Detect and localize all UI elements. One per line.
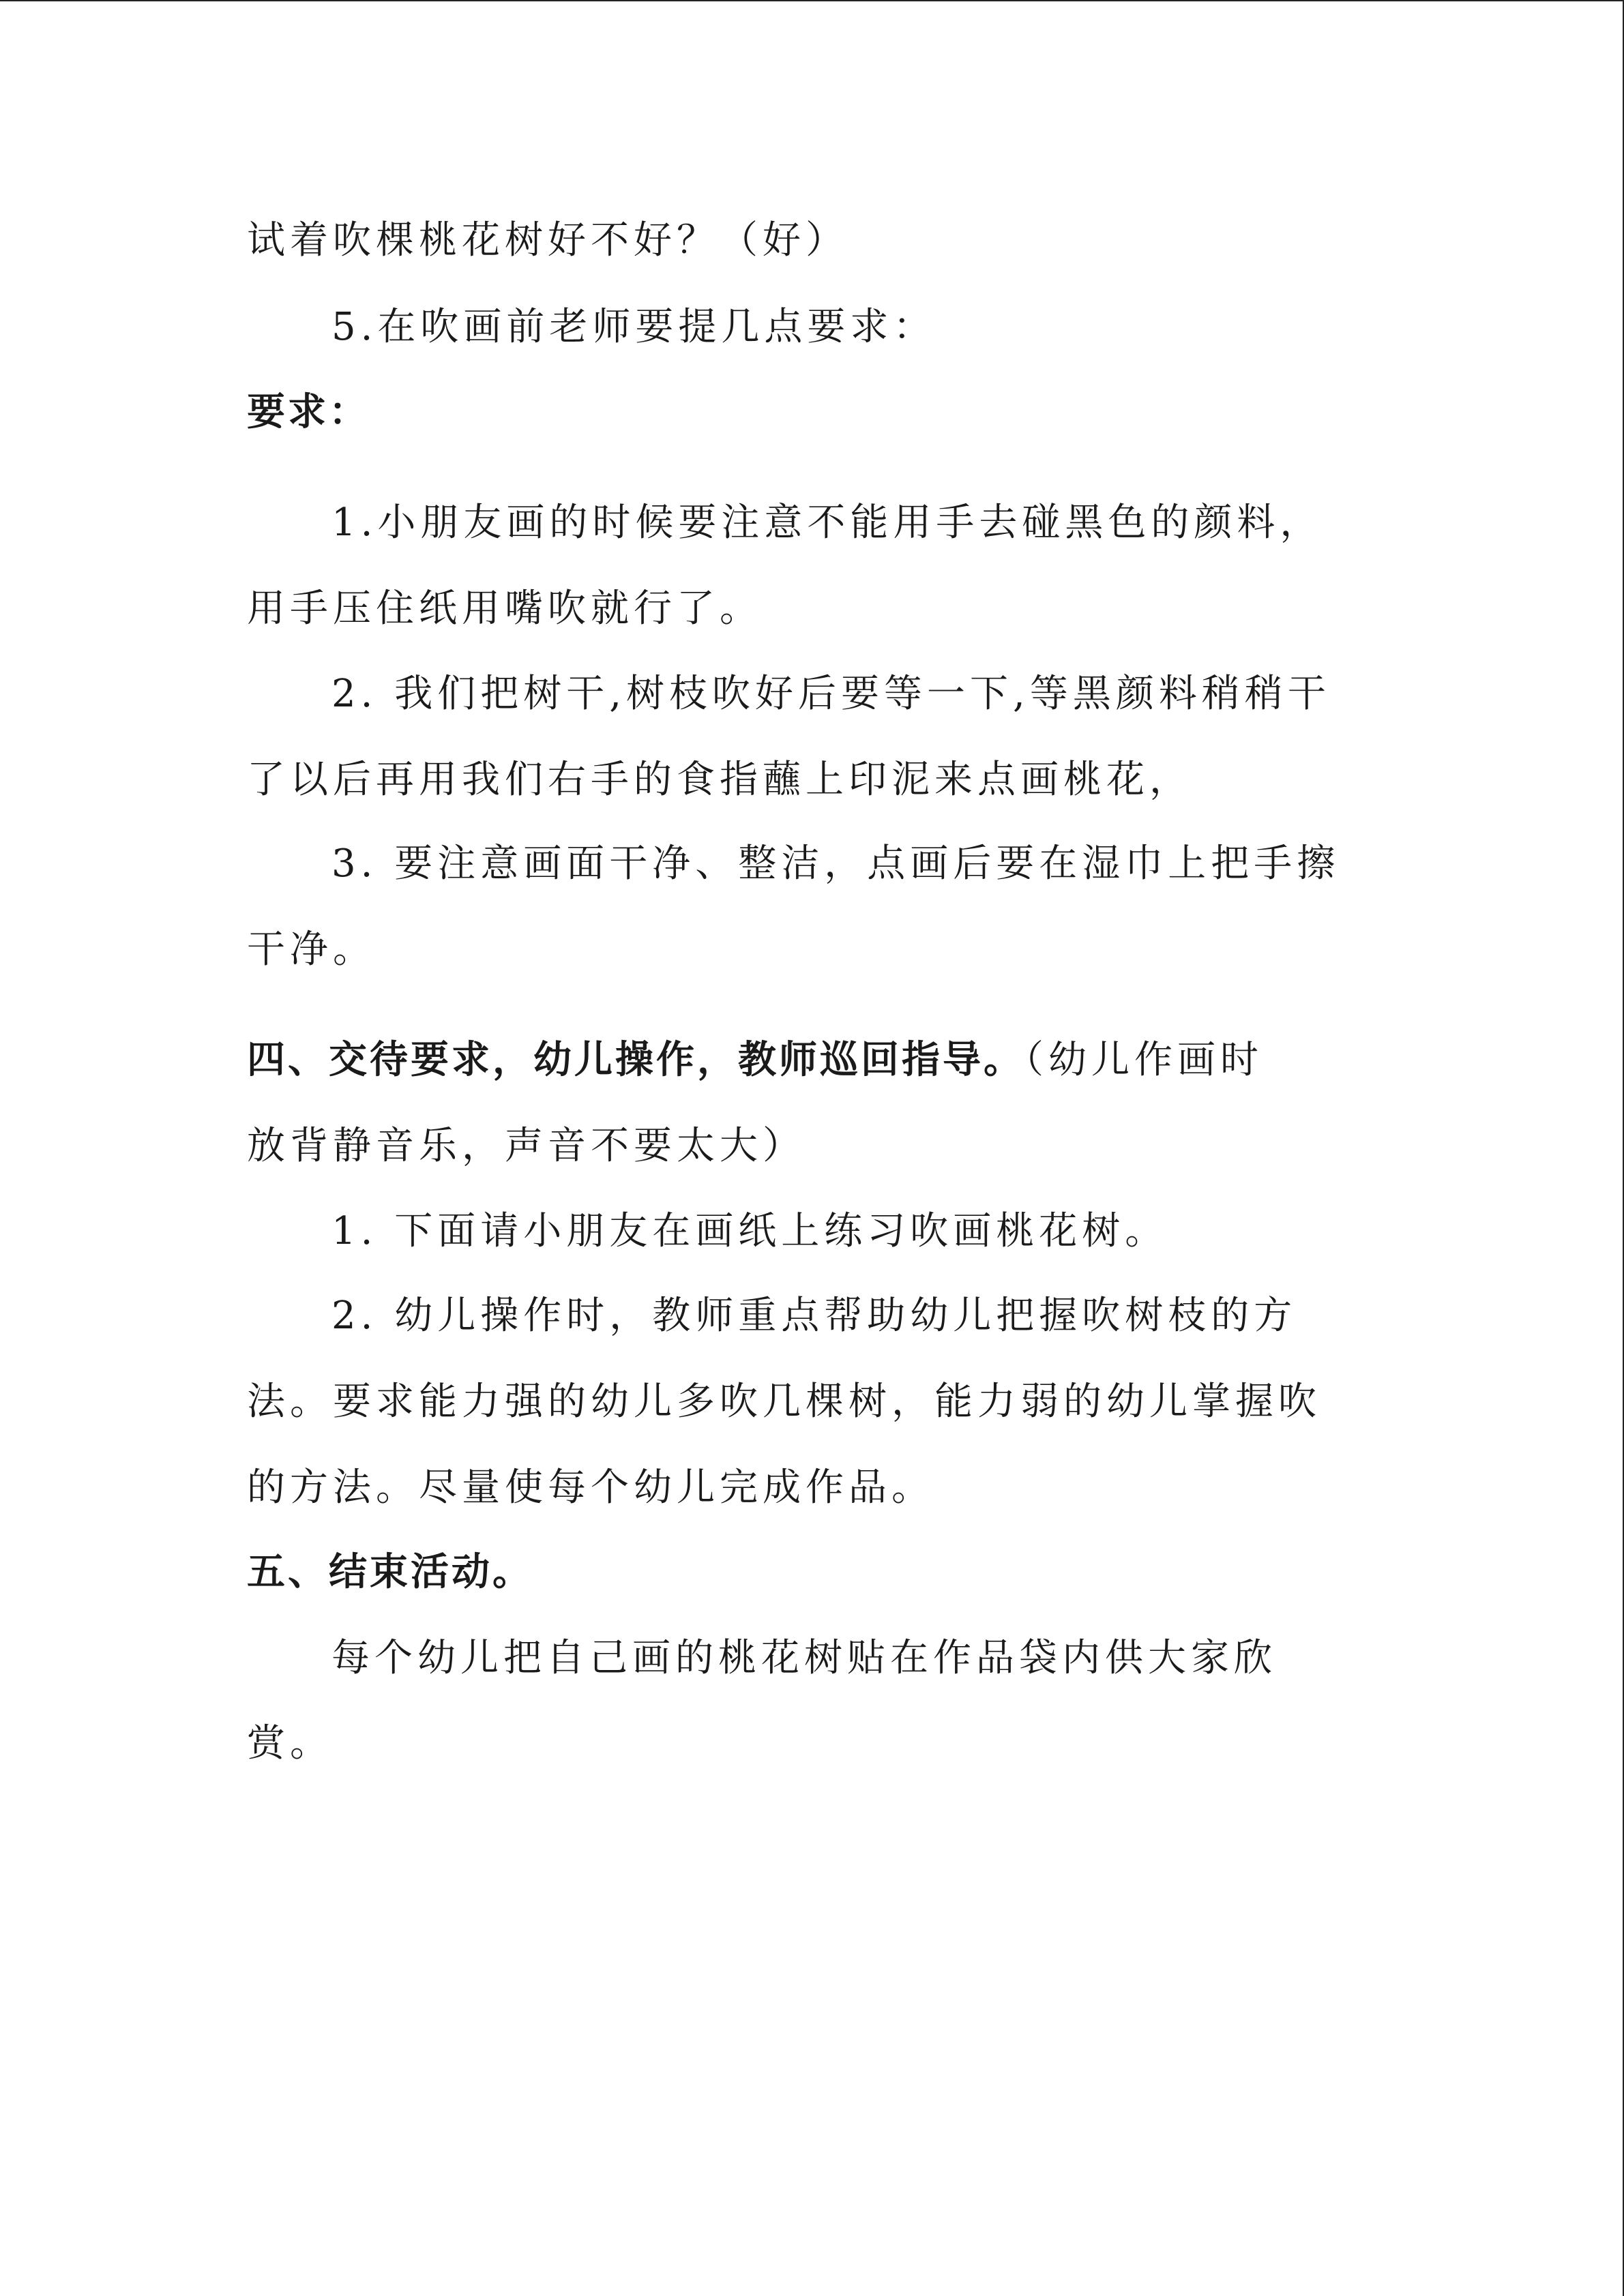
paragraph-line: 法。要求能力强的幼儿多吹几棵树，能力弱的幼儿掌握吹 — [247, 1380, 1321, 1424]
paragraph-line: 2. 幼儿操作时，教师重点帮助幼儿把握吹树枝的方 — [331, 1294, 1297, 1338]
paragraph-line: 赏。 — [247, 1721, 333, 1765]
section-heading-4-note: （幼儿作画时 — [1024, 1038, 1263, 1082]
section-heading-5: 五、结束活动。 — [247, 1550, 533, 1594]
paragraph-line: 每个幼儿把自己画的桃花树贴在作品袋内供大家欣 — [331, 1636, 1277, 1680]
paragraph-line: 的方法。尽量使每个幼儿完成作品。 — [247, 1465, 934, 1510]
paragraph-line: 干净。 — [247, 927, 376, 972]
paragraph-line: 1. 下面请小朋友在画纸上练习吹画桃花树。 — [331, 1209, 1168, 1253]
paragraph-line: 3. 要注意画面干净、整洁，点画后要在湿巾上把手擦 — [331, 841, 1340, 886]
paragraph-line: 试着吹棵桃花树好不好？（好） — [247, 218, 848, 263]
paragraph-line: 5.在吹画前老师要提几点要求： — [331, 305, 936, 349]
paragraph-line: 1.小朋友画的时候要注意不能用手去碰黑色的颜料， — [331, 501, 1323, 545]
paragraph-line: 放背静音乐，声音不要太大） — [247, 1124, 806, 1168]
paragraph-line: 了以后再用我们右手的食指蘸上印泥来点画桃花， — [247, 758, 1192, 802]
section-heading-4 — [247, 1037, 1263, 1084]
paragraph-line: 2. 我们把树干,树枝吹好后要等一下,等黑颜料稍稍干 — [331, 672, 1331, 716]
section-heading-4-title: 四、交待要求，幼儿操作，教师巡回指导。 — [247, 1038, 1024, 1082]
paragraph-line: 用手压住纸用嘴吹就行了。 — [247, 586, 763, 631]
section-subheading: 要求： — [247, 390, 370, 434]
